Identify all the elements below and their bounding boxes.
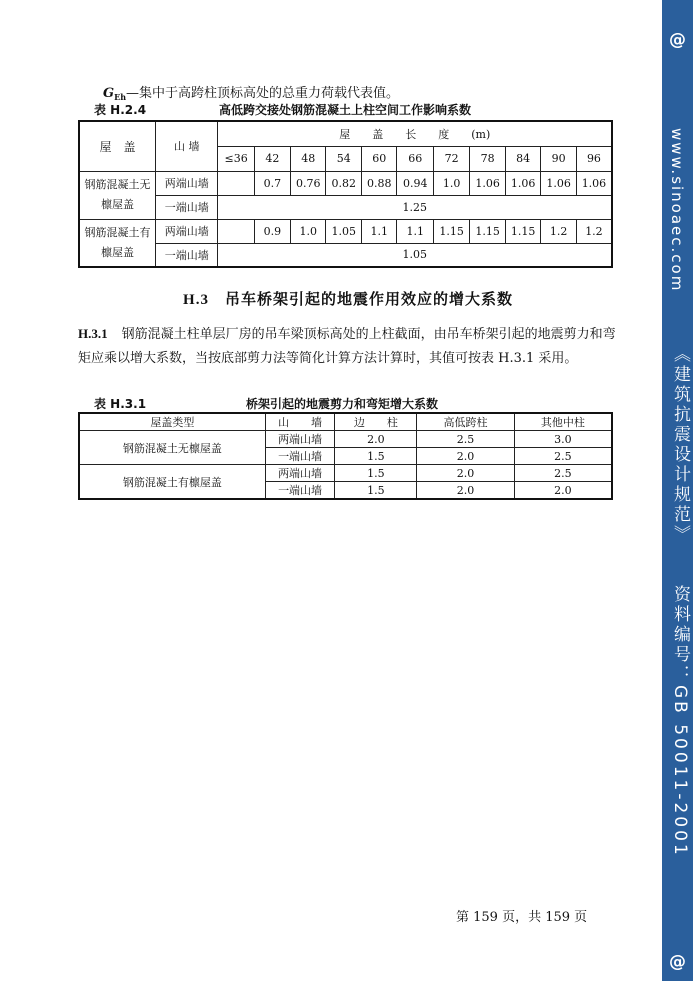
sidebar-website[interactable]: www.sinoaec.com bbox=[668, 128, 686, 293]
span-cell: 66 bbox=[397, 146, 433, 171]
table-row bbox=[79, 243, 612, 267]
value-cell: 2.0 bbox=[417, 482, 515, 500]
table-h24-header-wall: 山 墙 bbox=[155, 121, 218, 171]
merged-value-cell: 1.05 bbox=[218, 243, 612, 267]
at-icon: @ bbox=[669, 952, 686, 972]
value-cell: 1.15 bbox=[505, 219, 541, 243]
value-cell: 1.0 bbox=[290, 219, 326, 243]
value-cell: 0.94 bbox=[397, 171, 433, 195]
wall-cell: 一端山墙 bbox=[155, 195, 218, 219]
span-cell: 54 bbox=[326, 146, 362, 171]
table-h31-roof-1: 钢筋混凝土有檩屋盖 bbox=[79, 465, 265, 500]
span-cell: ≤36 bbox=[218, 146, 254, 171]
value-cell: 2.0 bbox=[335, 431, 417, 448]
table-row bbox=[79, 171, 612, 195]
value-cell: 0.7 bbox=[254, 171, 290, 195]
value-cell: 1.2 bbox=[541, 219, 577, 243]
value-cell: 0.9 bbox=[254, 219, 290, 243]
value-cell: 2.5 bbox=[514, 465, 612, 482]
table-h24-header-span: 屋 盖 长 度 (m) bbox=[218, 121, 612, 146]
definition-symbol: G bbox=[103, 86, 115, 101]
table-h24-header-roof: 屋 盖 bbox=[79, 121, 155, 171]
table-h24-number: 表 H.2.4 bbox=[94, 103, 147, 117]
value-cell: 1.15 bbox=[433, 219, 469, 243]
value-cell: 0.76 bbox=[290, 171, 326, 195]
definition-text: —集中于高跨柱顶标高处的总重力荷载代表值。 bbox=[126, 86, 400, 101]
table-h24-roof-0: 钢筋混凝土无檩屋盖 bbox=[79, 171, 155, 219]
table-h31-title: 桥架引起的地震剪力和弯矩增大系数 bbox=[246, 397, 439, 411]
table-row bbox=[79, 431, 612, 448]
merged-value-cell: 1.25 bbox=[218, 195, 612, 219]
header-cell: 边 柱 bbox=[335, 413, 417, 431]
span-cell: 84 bbox=[505, 146, 541, 171]
section-number: H.3 bbox=[183, 292, 209, 308]
value-cell: 1.06 bbox=[470, 171, 506, 195]
sidebar-book-title: 《建筑抗震设计规范》 bbox=[670, 345, 690, 545]
value-cell: 1.15 bbox=[470, 219, 506, 243]
wall-cell: 两端山墙 bbox=[265, 465, 335, 482]
clause-number: H.3.1 bbox=[78, 326, 108, 341]
at-icon: @ bbox=[669, 30, 686, 50]
value-cell: 2.0 bbox=[514, 482, 612, 500]
table-row bbox=[79, 195, 612, 219]
span-cell: 96 bbox=[576, 146, 612, 171]
wall-cell: 一端山墙 bbox=[265, 448, 335, 465]
right-sidebar bbox=[662, 0, 693, 981]
page-footer: 第 159 页，共 159 页 bbox=[456, 910, 588, 925]
table-h24-roof-1: 钢筋混凝土有檩屋盖 bbox=[79, 219, 155, 267]
section-title: 吊车桥架引起的地震作用效应的增大系数 bbox=[224, 290, 513, 308]
span-cell: 42 bbox=[254, 146, 290, 171]
span-cell: 72 bbox=[433, 146, 469, 171]
wall-cell: 两端山墙 bbox=[155, 171, 218, 195]
value-cell: 1.06 bbox=[505, 171, 541, 195]
value-cell: 2.0 bbox=[417, 465, 515, 482]
section-heading bbox=[78, 288, 618, 309]
span-cell: 48 bbox=[290, 146, 326, 171]
header-cell: 其他中柱 bbox=[514, 413, 612, 431]
table-h24 bbox=[78, 120, 613, 268]
value-cell: 1.06 bbox=[541, 171, 577, 195]
definition-subscript: Eh bbox=[114, 92, 127, 102]
wall-cell: 两端山墙 bbox=[155, 219, 218, 243]
value-cell: 1.06 bbox=[576, 171, 612, 195]
span-cell: 90 bbox=[541, 146, 577, 171]
header-cell: 高低跨柱 bbox=[417, 413, 515, 431]
value-cell: 1.5 bbox=[335, 465, 417, 482]
table-row bbox=[79, 465, 612, 482]
value-cell: 1.5 bbox=[335, 448, 417, 465]
table-h31-number: 表 H.3.1 bbox=[94, 397, 147, 411]
value-cell: 0.88 bbox=[361, 171, 397, 195]
table-row bbox=[79, 219, 612, 243]
value-cell bbox=[218, 219, 254, 243]
header-cell: 屋盖类型 bbox=[79, 413, 265, 431]
value-cell: 1.5 bbox=[335, 482, 417, 500]
table-h31-roof-0: 钢筋混凝土无檩屋盖 bbox=[79, 431, 265, 465]
wall-cell: 一端山墙 bbox=[265, 482, 335, 500]
value-cell: 1.1 bbox=[361, 219, 397, 243]
clause-text: 钢筋混凝土柱单层厂房的吊车梁顶标高处的上柱截面，由吊车桥架引起的地震剪力和弯矩应乘以增大系数，当按底部剪力法等简化计算方法计算时，其值可按表 H.3.1 采用。 bbox=[78, 327, 616, 366]
span-cell: 78 bbox=[470, 146, 506, 171]
sidebar-doc-code: 资料编号：GB 50011-2001 bbox=[670, 585, 690, 858]
value-cell: 3.0 bbox=[514, 431, 612, 448]
value-cell: 2.5 bbox=[417, 431, 515, 448]
value-cell: 1.2 bbox=[576, 219, 612, 243]
clause-paragraph bbox=[78, 322, 626, 371]
table-h31 bbox=[78, 412, 613, 500]
value-cell: 0.82 bbox=[326, 171, 362, 195]
wall-cell: 两端山墙 bbox=[265, 431, 335, 448]
value-cell: 2.5 bbox=[514, 448, 612, 465]
value-cell: 1.1 bbox=[397, 219, 433, 243]
table-h24-title: 高低跨交接处钢筋混凝土上柱空间工作影响系数 bbox=[219, 103, 472, 117]
header-cell: 山 墙 bbox=[265, 413, 335, 431]
value-cell: 2.0 bbox=[417, 448, 515, 465]
value-cell: 1.05 bbox=[326, 219, 362, 243]
value-cell bbox=[218, 171, 254, 195]
definition-line bbox=[103, 82, 399, 101]
wall-cell: 一端山墙 bbox=[155, 243, 218, 267]
span-cell: 60 bbox=[361, 146, 397, 171]
value-cell: 1.0 bbox=[433, 171, 469, 195]
table-h31-header-row bbox=[79, 413, 612, 431]
